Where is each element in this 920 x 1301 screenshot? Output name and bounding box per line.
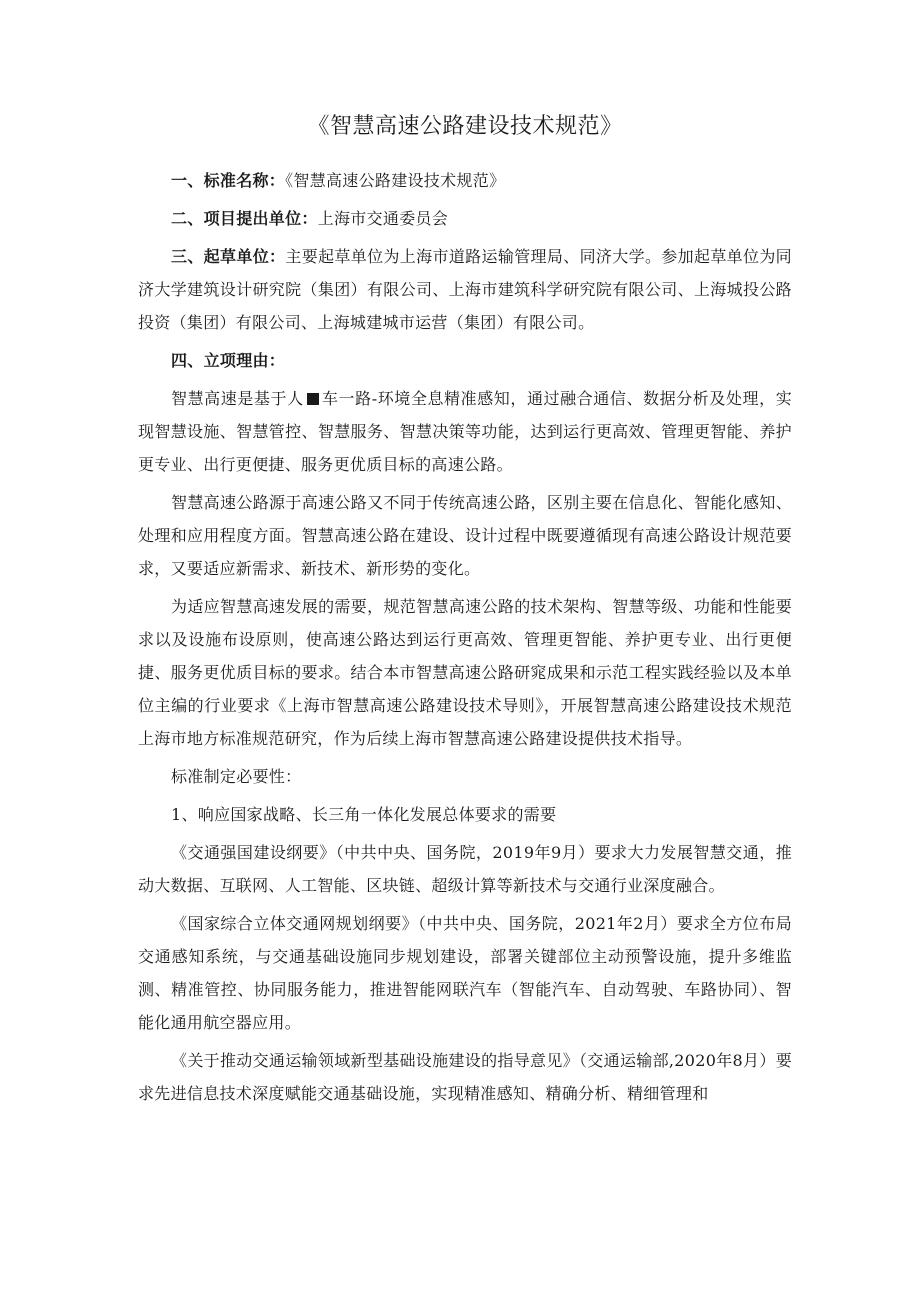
paragraph-policy-1: 《交通强国建设纲要》（中共中央、国务院，2019年9月）要求大力发展智慧交通，推动大数据、互联网、人工智能、区块链、超级计算等新技术与交通行业深度融合。 bbox=[138, 843, 792, 895]
section-label: 一、标准名称： bbox=[171, 171, 286, 190]
section-label: 三、起草单位： bbox=[171, 247, 286, 266]
paragraph-policy-3: 《关于推动交通运输领域新型基础设施建设的指导意见》（交通运输部,2020年8月）要求先进信息技术深度赋能交通基础设施，实现精准感知、精确分析、精细管理和 bbox=[138, 1051, 792, 1103]
paragraph-necessity-heading: 标准制定必要性： bbox=[171, 767, 302, 786]
paragraph-difference: 智慧高速公路源于高速公路又不同于传统高速公路，区别主要在信息化、智能化感知、处理和应用程度方面。智慧高速公路在建设、设计过程中既要遵循现有高速公路设计规范要求，又要适应新需求、新技术、新形势的变化。 bbox=[138, 493, 792, 578]
black-square-glyph bbox=[307, 393, 319, 405]
paragraph-text: 车一路-环境全息精准感知，通过融合通信、数据分析及处理，实现智慧设施、智慧管控、智慧服务、智慧决策等功能，达到运行更高效、管理更智能、养护更专业、出行更便捷、服务更优质目标的高速公路。 bbox=[138, 389, 792, 474]
paragraph-definition bbox=[138, 382, 792, 481]
section-label: 四、立项理由： bbox=[171, 351, 286, 370]
section-standard-name bbox=[138, 164, 792, 197]
section-reason bbox=[138, 344, 792, 377]
section-value: 主要起草单位为上海市道路运输管理局、同济大学。参加起草单位为同济大学建筑设计研究院（集团）有限公司、上海市建筑科学研究院有限公司、上海城投公路投资（集团）有限公司、上海城建城市运营（集团）有限公司。 bbox=[138, 247, 792, 332]
section-value: 《智慧高速公路建设技术规范》 bbox=[285, 171, 506, 190]
section-proposer bbox=[138, 202, 792, 235]
section-value: 上海市交通委员会 bbox=[317, 209, 449, 228]
paragraph-policy-2: 《国家综合立体交通网规划纲要》（中共中央、国务院，2021年2月）要求全方位布局交通感知系统，与交通基础设施同步规划建设，部署关键部位主动预警设施，提升多维监测、精准管控、协同服务能力，推进智能网联汽车（智能汽车、自动驾驶、车路协同）、智能化通用航空器应用。 bbox=[138, 914, 792, 1032]
document-title: 《智慧高速公路建设技术规范》 bbox=[307, 114, 623, 139]
paragraph-purpose: 为适应智慧高速发展的需要，规范智慧高速公路的技术架构、智慧等级、功能和性能要求以及设施布设原则，使高速公路达到运行更高效、管理更智能、养护更专业、出行更便捷、服务更优质目标的要求。结合本市智慧高速公路研窕成果和示范工程实践经验以及本单位主编的行业要求《上海市智慧高速公路建设技术导则》，开展智慧高速公路建设技术规范上海市地方标准规范研究，作为后续上海市智慧高速公路建设提供技术指导。 bbox=[138, 597, 792, 748]
paragraph-text: 智慧高速是基于人 bbox=[171, 389, 304, 408]
section-label: 二、项目提出单位： bbox=[171, 209, 318, 228]
paragraph-necessity-item-1: 1、响应国家战略、长三角一体化发展总体要求的需要 bbox=[171, 805, 557, 824]
section-drafter bbox=[138, 240, 792, 339]
